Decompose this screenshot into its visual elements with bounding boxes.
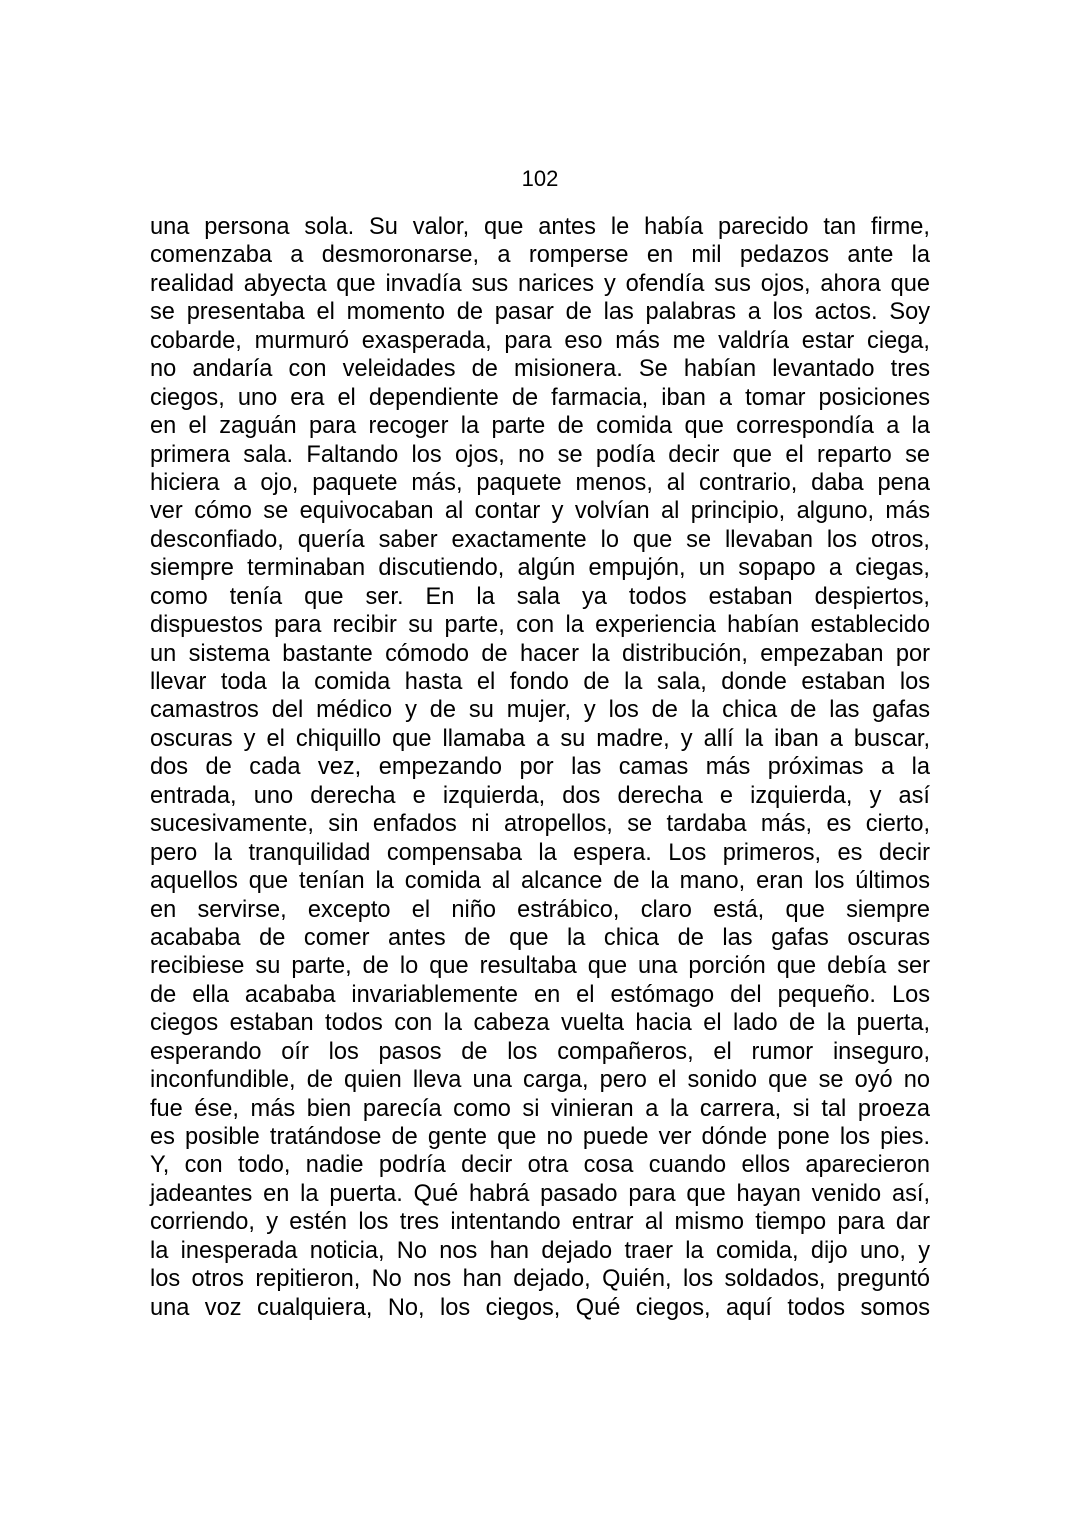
text-line: en servirse, excepto el niño estrábico, claro está, que siempre [150, 896, 930, 923]
text-line: ver cómo se equivocaban al contar y volvían al principio, alguno, más [150, 498, 930, 525]
text-line: ciegos, uno era el dependiente de farmacia, iban a tomar posiciones [150, 384, 930, 411]
text-line: la inesperada noticia, No nos han dejado traer la comida, dijo uno, y [150, 1237, 930, 1264]
text-line: recibiese su parte, de lo que resultaba que una porción que debía ser [150, 953, 930, 980]
text-line: sucesivamente, sin enfados ni atropellos, se tardaba más, es cierto, [150, 811, 930, 838]
text-line: siempre terminaban discutiendo, algún empujón, un sopapo a ciegas, [150, 555, 930, 582]
text-line: entrada, uno derecha e izquierda, dos derecha e izquierda, y así [150, 782, 930, 809]
text-line: inconfundible, de quien lleva una carga, pero el sonido que se oyó no [150, 1067, 930, 1094]
text-line: de ella acababa invariablemente en el estómago del pequeño. Los [150, 981, 930, 1008]
text-line: fue ése, más bien parecía como si vinieran a la carrera, si tal proeza [150, 1095, 930, 1122]
text-line: dos de cada vez, empezando por las camas más próximas a la [150, 754, 930, 781]
text-line: se presentaba el momento de pasar de las palabras a los actos. Soy [150, 299, 930, 326]
text-line: realidad abyecta que invadía sus narices y ofendía sus ojos, ahora que [150, 270, 930, 297]
text-line: cobarde, murmuró exasperada, para eso más me valdría estar ciega, [150, 327, 930, 354]
text-line: acababa de comer antes de que la chica de las gafas oscuras [150, 924, 930, 951]
text-line: los otros repitieron, No nos han dejado, Quién, los soldados, preguntó [150, 1266, 930, 1293]
text-line: como tenía que ser. En la sala ya todos estaban despiertos, [150, 583, 930, 610]
text-line: ciegos estaban todos con la cabeza vuelta hacia el lado de la puerta, [150, 1010, 930, 1037]
page-number: 102 [521, 166, 559, 191]
text-line: hiciera a ojo, paquete más, paquete menos, al contrario, daba pena [150, 469, 930, 496]
text-line: una persona sola. Su valor, que antes le había parecido tan firme, [150, 214, 930, 240]
text-line: primera sala. Faltando los ojos, no se podía decir que el reparto se [150, 441, 930, 468]
text-line: pero la tranquilidad compensaba la espera. Los primeros, es decir [150, 839, 930, 866]
text-line: dispuestos para recibir su parte, con la experiencia habían establecido [150, 612, 930, 639]
text-line: no andaría con veleidades de misionera. Se habían levantado tres [150, 356, 930, 383]
text-line: Y, con todo, nadie podría decir otra cosa cuando ellos aparecieron [150, 1152, 930, 1179]
body-text [150, 213, 930, 1322]
text-line: camastros del médico y de su mujer, y los de la chica de las gafas [150, 697, 930, 724]
text-line: oscuras y el chiquillo que llamaba a su madre, y allí la iban a buscar, [150, 725, 930, 752]
text-line: jadeantes en la puerta. Qué habrá pasado para que hayan venido así, [150, 1180, 930, 1207]
text-line: aquellos que tenían la comida al alcance de la mano, eran los últimos [150, 868, 930, 895]
text-line: desconfiado, quería saber exactamente lo que se llevaban los otros, [150, 526, 930, 553]
text-line: corriendo, y estén los tres intentando entrar al mismo tiempo para dar [150, 1209, 930, 1236]
text-line: una voz cualquiera, No, los ciegos, Qué ciegos, aquí todos somos [150, 1294, 930, 1321]
text-line: es posible tratándose de gente que no puede ver dónde pone los pies. [150, 1124, 930, 1150]
text-line: un sistema bastante cómodo de hacer la distribución, empezaban por [150, 640, 930, 667]
text-line: llevar toda la comida hasta el fondo de la sala, donde estaban los [150, 669, 930, 695]
text-line: esperando oír los pasos de los compañeros, el rumor inseguro, [150, 1038, 930, 1065]
text-line: comenzaba a desmoronarse, a romperse en mil pedazos ante la [150, 242, 930, 269]
text-line: en el zaguán para recoger la parte de comida que correspondía a la [150, 413, 930, 440]
